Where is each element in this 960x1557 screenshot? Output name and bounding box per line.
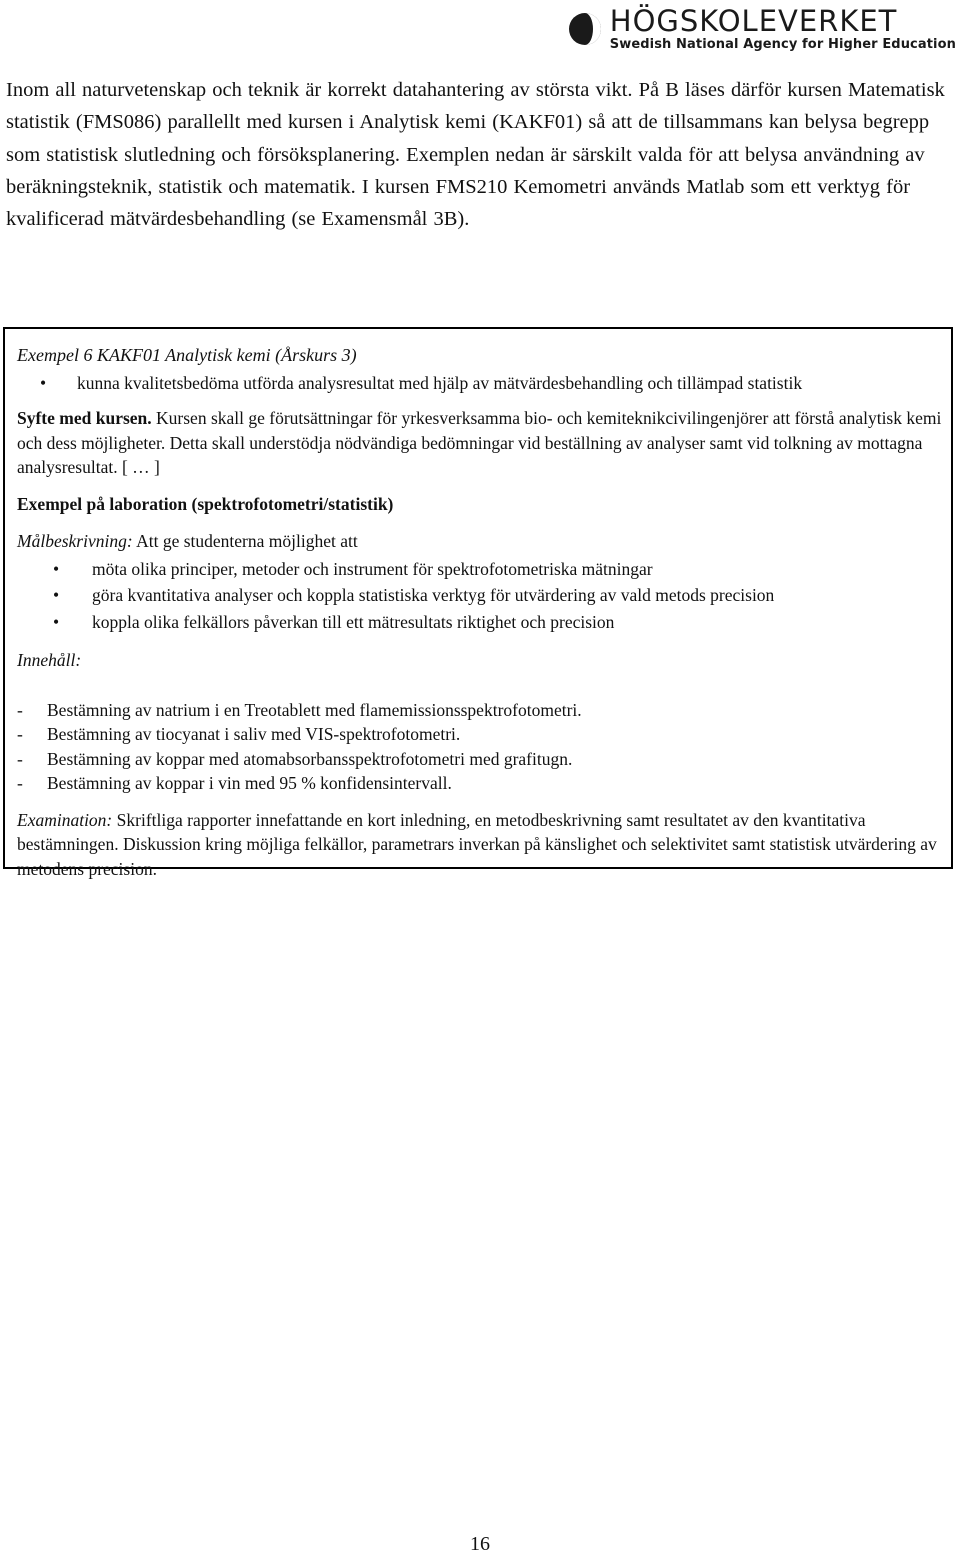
list-item: • kunna kvalitetsbedöma utförda analysresultat med hjälp av mätvärdesbehandling och tillämpad statistik (17, 371, 947, 396)
syfte-text: Kursen skall ge förutsättningar för yrkesverksamma bio- och kemiteknikcivilingenjörer att förstå analytisk kemi och dess möjligheter. Detta skall understödja nödvändiga bedömningar vid beställning av analyser samt vid tolkning av mottagna analysresultat. [ … ] (17, 408, 942, 477)
syfte-label: Syfte med kursen. (17, 408, 152, 428)
logo-name: HÖGSKOLEVERKET (609, 4, 898, 38)
syfte-paragraph (17, 406, 947, 480)
list-item: - Bestämning av koppar med atomabsorbansspektrofotometri med grafitugn. (17, 748, 573, 769)
malbeskrivning-text: Att ge studenterna möjlighet att (132, 531, 358, 551)
list-item: • göra kvantitativa analyser och koppla statistiska verktyg för utvärdering av vald metods precision (17, 582, 947, 609)
examination-label: Examination: (17, 809, 113, 830)
list-item: - Bestämning av tiocyanat i saliv med VIS-spektrofotometri. (17, 724, 461, 744)
lab-heading: Exempel på laboration (spektrofotometri/statistik) (17, 493, 394, 514)
bullet-icon: • (40, 372, 47, 393)
lab-bullet-list (17, 556, 947, 636)
goal-list (17, 371, 947, 396)
examination-paragraph (17, 808, 947, 882)
bullet-icon: • (53, 558, 60, 579)
agency-logo (568, 3, 956, 55)
logo-emblem-icon (568, 3, 602, 55)
example-box (3, 327, 953, 879)
bullet-icon: • (53, 585, 60, 605)
bullet-icon: • (53, 611, 60, 632)
examination-text: Skriftliga rapporter innefattande en kort inledning, en metodbeskrivning samt resultatet av den kvantitativa bestämningen. Diskussion kring möjliga felkällor, parametrars inverkan på känslighet och selektivitet samt statistisk utvärdering av metodens precision. (17, 809, 937, 879)
page-number: 16 (470, 1533, 490, 1555)
logo-subtitle: Swedish National Agency for Higher Education (609, 37, 956, 52)
intro-text: Inom all naturvetenskap och teknik är korrekt datahantering av största vikt. På B läses därför kursen Matematisk statistik (FMS086) parallellt med kursen i Analytisk kemi (KAKF01) så att de tillsammans kan belysa begrepp som statistisk slutledning och försöksplanering. Exemplen nedan är särskilt valda för att belysa användning av beräkningsteknik, statistik och matematik. I kursen FMS210 Kemometri används Matlab som ett verktyg för kvalificerad mätvärdesbehandling (se Examensmål 3B). (6, 79, 945, 231)
content-list (17, 698, 947, 796)
malbeskrivning-paragraph (17, 529, 947, 554)
malbeskrivning-label: Målbeskrivning: (17, 531, 133, 551)
example-heading: Exempel 6 KAKF01 Analytisk kemi (Årskurs 3) (17, 345, 357, 365)
list-item: - Bestämning av natrium i en Treotablett med flamemissionsspektrofotometri. (17, 699, 582, 720)
list-item: - Bestämning av koppar i vin med 95 % konfidensintervall. (17, 773, 452, 793)
intro-paragraph (6, 74, 954, 235)
list-item: • möta olika principer, metoder och instrument för spektrofotometriska mätningar (17, 556, 947, 583)
innehall-label: Innehåll: (17, 650, 82, 670)
list-item: • koppla olika felkällors påverkan till ett mätresultats riktighet och precision (17, 609, 947, 636)
